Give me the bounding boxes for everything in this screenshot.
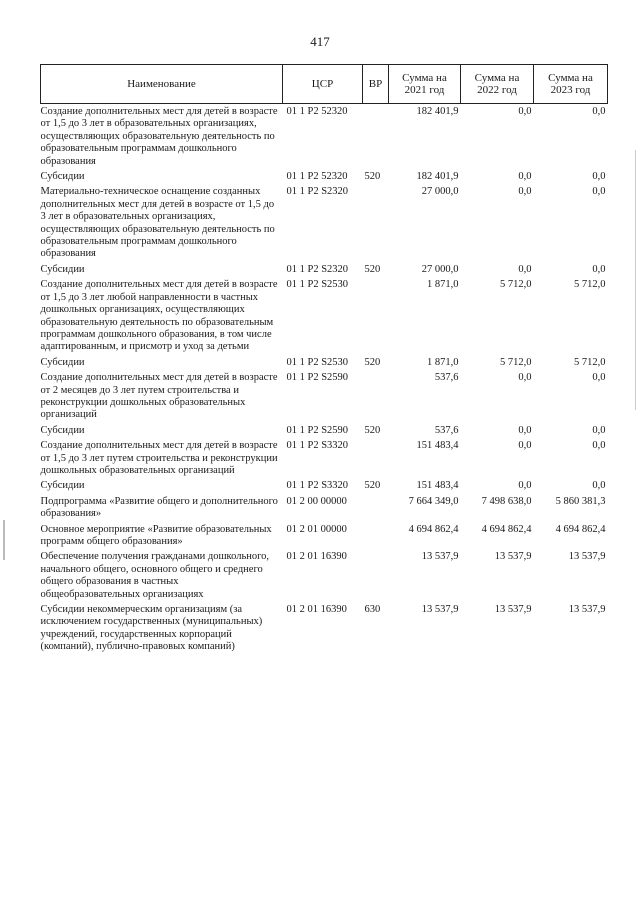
- table-row: [41, 551, 608, 604]
- budget-table: [40, 64, 608, 657]
- row-csr-cell: 01 2 01 00000: [286, 523, 347, 535]
- row-csr-cell: 01 2 01 16390: [286, 604, 347, 616]
- row-vr-cell: [363, 186, 389, 263]
- table-body: [41, 104, 608, 657]
- row-sum-2022-cell: 4 694 862,4: [481, 523, 532, 535]
- row-sum-2021-cell: 537,6: [434, 424, 459, 436]
- row-sum-2023-cell: 0,0: [592, 106, 606, 117]
- row-sum-2022-cell: 5 712,0: [500, 279, 532, 291]
- table-row: [41, 264, 608, 279]
- scan-artifact: [3, 520, 5, 560]
- row-sum-2023-cell: 0,0: [592, 440, 606, 452]
- row-csr-cell: 01 1 Р2 S2320: [286, 186, 349, 198]
- page-number: 417: [310, 34, 330, 49]
- table-row: [41, 524, 608, 552]
- row-sum-2022-cell: 0,0: [518, 372, 532, 384]
- row-sum-2021-cell: 27 000,0: [421, 186, 459, 198]
- row-sum-2022-cell: 7 498 638,0: [481, 495, 532, 507]
- row-sum-2022-cell: 0,0: [518, 106, 532, 117]
- table-row: [41, 440, 608, 480]
- row-vr-cell: [363, 524, 389, 552]
- row-sum-2023-cell: 0,0: [592, 424, 606, 436]
- row-name-cell: Создание дополнительных мест для детей в возрасте от 1,5 до 3 лет любой направленности в частных дошкольных организациях, осуществляющих образовательную деятельность по образовательным программам дошкольного образования, в том числе адаптированным, и присмотр и уход за детьми: [40, 279, 278, 353]
- row-sum-2023-cell: 0,0: [592, 263, 606, 275]
- row-csr-cell: 01 2 01 16390: [286, 551, 347, 563]
- row-sum-2022-cell: 13 537,9: [494, 604, 532, 616]
- row-name-cell: Материально-техническое оснащение созданных дополнительных мест для детей в возрасте от 1,5 до 3 лет в образовательных организациях, осуществляющих образовательную деятельность по образовательным программам дошкольного образования: [40, 186, 275, 260]
- header-sum-2022: Сумма на 2022 год: [461, 65, 534, 104]
- table-row: [41, 357, 608, 372]
- row-csr-cell: 01 1 Р2 S2320: [286, 263, 349, 275]
- row-csr-cell: 01 1 Р2 S3320: [286, 440, 349, 452]
- row-sum-2023-cell: 0,0: [592, 171, 606, 183]
- header-name: Наименование: [41, 65, 283, 104]
- table-header-row: [41, 65, 608, 104]
- row-name-cell: Субсидии: [40, 424, 85, 436]
- table-row: [41, 480, 608, 495]
- row-name-cell: Субсидии: [40, 263, 85, 275]
- row-name-cell: Создание дополнительных мест для детей в возрасте от 1,5 до 3 лет в образовательных организациях, осуществляющих образовательную деятельность по образовательным программам дошкольного образования: [40, 106, 278, 167]
- row-sum-2022-cell: 5 712,0: [500, 356, 532, 368]
- row-vr-cell: [363, 551, 389, 604]
- row-vr-cell: [363, 279, 389, 356]
- row-vr-cell: 630: [364, 604, 381, 616]
- row-name-cell: Субсидии некоммерческим организациям (за исключением государственных (муниципальных) учреждений, государственных корпораций (компаний), публично-правовых компаний): [40, 604, 263, 653]
- scan-artifact: [635, 150, 636, 410]
- row-sum-2022-cell: 0,0: [518, 440, 532, 452]
- row-csr-cell: 01 1 Р2 52320: [286, 171, 348, 183]
- row-sum-2022-cell: 0,0: [518, 480, 532, 492]
- row-vr-cell: [363, 372, 389, 425]
- row-sum-2021-cell: 1 871,0: [427, 356, 459, 368]
- row-sum-2021-cell: 151 483,4: [416, 480, 459, 492]
- row-sum-2021-cell: 13 537,9: [421, 604, 459, 616]
- row-sum-2022-cell: 0,0: [518, 171, 532, 183]
- row-sum-2022-cell: 0,0: [518, 186, 532, 198]
- row-vr-cell: [363, 104, 389, 172]
- row-sum-2021-cell: 151 483,4: [416, 440, 459, 452]
- row-name-cell: Субсидии: [40, 171, 85, 183]
- row-csr-cell: 01 1 Р2 S2530: [286, 279, 349, 291]
- table-row: [41, 372, 608, 425]
- row-sum-2021-cell: 13 537,9: [421, 551, 459, 563]
- row-sum-2022-cell: 13 537,9: [494, 551, 532, 563]
- table-row: [41, 496, 608, 524]
- row-vr-cell: 520: [364, 424, 381, 436]
- row-name-cell: Субсидии: [40, 356, 85, 368]
- header-vr: ВР: [363, 65, 389, 104]
- row-csr-cell: 01 2 00 00000: [286, 495, 347, 507]
- table-row: [41, 279, 608, 356]
- table-row: [41, 171, 608, 186]
- row-vr-cell: 520: [364, 171, 381, 183]
- row-name-cell: Подпрограмма «Развитие общего и дополнительного образования»: [40, 495, 278, 520]
- row-csr-cell: 01 1 Р2 S2590: [286, 372, 349, 384]
- row-name-cell: Создание дополнительных мест для детей в возрасте от 1,5 до 3 лет путем строительства и реконструкции дошкольных образовательных организаций: [40, 440, 278, 476]
- row-sum-2022-cell: 0,0: [518, 263, 532, 275]
- table-row: [41, 104, 608, 172]
- row-vr-cell: 520: [364, 263, 381, 275]
- row-csr-cell: 01 1 Р2 52320: [286, 106, 348, 117]
- row-csr-cell: 01 1 Р2 S2590: [286, 424, 349, 436]
- row-name-cell: Создание дополнительных мест для детей в возрасте от 2 месяцев до 3 лет путем строительства и реконструкции дошкольных образовательных организаций: [40, 372, 278, 421]
- row-sum-2021-cell: 182 401,9: [416, 171, 459, 183]
- row-csr-cell: 01 1 Р2 S3320: [286, 480, 349, 492]
- row-sum-2021-cell: 27 000,0: [421, 263, 459, 275]
- row-vr-cell: [363, 440, 389, 480]
- row-name-cell: Основное мероприятие «Развитие образовательных программ общего образования»: [40, 523, 272, 547]
- header-csr: ЦСР: [283, 65, 363, 104]
- row-sum-2023-cell: 0,0: [592, 372, 606, 384]
- row-name-cell: Обеспечение получения гражданами дошкольного, начального общего, основного общего и среднего общего образования в частных общеобразовательных организациях: [40, 551, 270, 600]
- header-sum-2021: Сумма на 2021 год: [389, 65, 461, 104]
- row-sum-2023-cell: 0,0: [592, 480, 606, 492]
- row-sum-2021-cell: 4 694 862,4: [408, 523, 459, 535]
- row-vr-cell: 520: [364, 356, 381, 368]
- header-sum-2023: Сумма на 2023 год: [534, 65, 608, 104]
- row-sum-2023-cell: 13 537,9: [568, 604, 606, 616]
- row-sum-2021-cell: 537,6: [434, 372, 459, 384]
- row-sum-2023-cell: 5 712,0: [574, 279, 606, 291]
- row-csr-cell: 01 1 Р2 S2530: [286, 356, 349, 368]
- row-sum-2021-cell: 182 401,9: [416, 106, 459, 117]
- row-sum-2023-cell: 5 712,0: [574, 356, 606, 368]
- row-name-cell: Субсидии: [40, 480, 85, 492]
- row-sum-2021-cell: 1 871,0: [427, 279, 459, 291]
- table-row: [41, 425, 608, 440]
- row-sum-2022-cell: 0,0: [518, 424, 532, 436]
- row-sum-2023-cell: 0,0: [592, 186, 606, 198]
- row-sum-2023-cell: 4 694 862,4: [555, 523, 606, 535]
- row-sum-2023-cell: 13 537,9: [568, 551, 606, 563]
- row-sum-2023-cell: 5 860 381,3: [555, 495, 606, 507]
- row-vr-cell: [363, 496, 389, 524]
- row-vr-cell: 520: [364, 480, 381, 492]
- table-row: [41, 186, 608, 263]
- row-sum-2021-cell: 7 664 349,0: [408, 495, 459, 507]
- table-row: [41, 604, 608, 657]
